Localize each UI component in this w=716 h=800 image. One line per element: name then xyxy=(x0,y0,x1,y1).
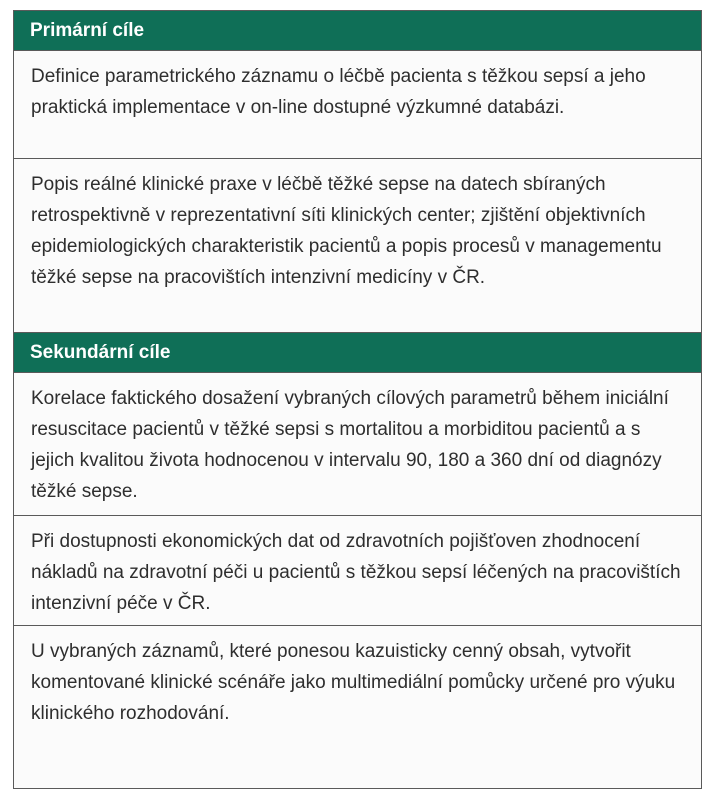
goals-table xyxy=(13,10,702,789)
primary-goal-1: Definice parametrického záznamu o léčbě pacienta s těžkou sepsí a jeho praktická implementace v on-line dostupné výzkumné databázi. xyxy=(14,51,701,159)
secondary-goal-3: U vybraných záznamů, které ponesou kazuisticky cenný obsah, vytvořit komentované klinické scénáře jako multimediální pomůcky určené pro výuku klinického rozhodování. xyxy=(31,641,676,724)
primary-goals-header: Primární cíle xyxy=(14,11,701,51)
primary-goal-2: Popis reálné klinické praxe v léčbě těžké sepse na datech sbíraných retrospektivně v reprezentativní síti klinických center; zjištění objektivních epidemiologických charakteristik pacientů a popis procesů v managementu těžké sepse na pracovištích intenzivní medicíny v ČR. xyxy=(14,159,701,333)
secondary-goal-2: Při dostupnosti ekonomických dat od zdravotních pojišťoven zhodnocení nákladů na zdravotní péči u pacientů s těžkou sepsí léčených na pracovištích intenzivní péče v ČR. xyxy=(14,516,701,626)
secondary-goal-1: Korelace faktického dosažení vybraných cílových parametrů během iniciální resuscitace pacientů v těžké sepsi s mortalitou a morbiditou pacientů a s jejich kvalitou života hodnocenou v intervalu 90, 180 a 360 dní od diagnózy těžké sepse. xyxy=(14,373,701,516)
secondary-goals-header: Sekundární cíle xyxy=(14,333,701,373)
